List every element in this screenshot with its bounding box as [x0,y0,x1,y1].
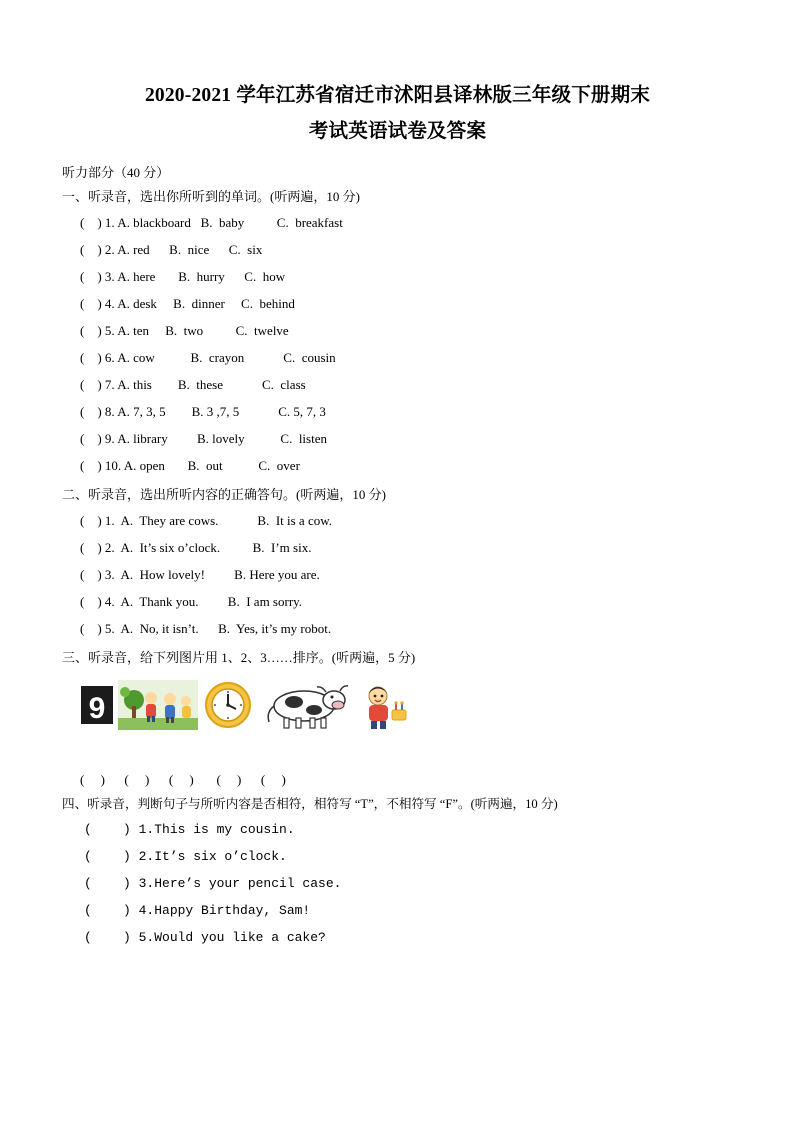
question-1-heading: 一、听录音，选出你所听到的单词。(听两遍，10 分) [62,189,360,204]
page-title-line-2: 考试英语试卷及答案 [308,121,487,142]
question-1-item: ( ) 5. A. ten B. two C. twelve [80,323,289,338]
cow-picture [258,680,350,730]
page-title [62,78,733,150]
question-2-item: ( ) 2. A. It’s six o’clock. B. I’m six. [80,540,312,555]
question-3-heading: 三、听录音，给下列图片用 1、2、3……排序。(听两遍，5 分) [62,650,416,665]
children-playing-picture [118,680,198,730]
birthday-boy-picture [354,680,412,730]
question-4-item: ( ) 4.Happy Birthday, Sam! [84,903,311,918]
question-1-item: ( ) 3. A. here B. hurry C. how [80,269,286,284]
listening-section-label: 听力部分（40 分） [62,165,170,180]
question-1-item: ( ) 1. A. blackboard B. baby C. breakfast [80,215,343,230]
page-title-line-1: 2020-2021 学年江苏省宿迁市沭阳县译林版三年级下册期末 [144,85,651,106]
question-3-answer-row[interactable]: ( ) ( ) ( ) ( ) ( ) [80,772,286,787]
question-1-item: ( ) 4. A. desk B. dinner C. behind [80,296,295,311]
question-1-item: ( ) 2. A. red B. nice C. six [80,242,263,257]
question-4-item: ( ) 5.Would you like a cake? [84,930,326,945]
question-2-item: ( ) 5. A. No, it isn’t. B. Yes, it’s my robot. [80,621,332,636]
clock-picture [202,680,254,730]
question-2-heading: 二、听录音，选出所听内容的正确答句。(听两遍，10 分) [62,487,386,502]
question-1-item: ( ) 7. A. this B. these C. class [80,377,306,392]
question-4-item: ( ) 1.This is my cousin. [84,822,295,837]
question-2-item: ( ) 4. A. Thank you. B. I am sorry. [80,594,303,609]
question-2-item: ( ) 3. A. How lovely! B. Here you are. [80,567,320,582]
question-1-item: ( ) 6. A. cow B. crayon C. cousin [80,350,336,365]
question-1-item: ( ) 10. A. open B. out C. over [80,458,300,473]
question-4-item: ( ) 2.It’s six o’clock. [84,849,287,864]
question-1-item: ( ) 9. A. library B. lovely C. listen [80,431,327,446]
question-4-item: ( ) 3.Here’s your pencil case. [84,876,342,891]
question-4-heading: 四、听录音，判断句子与所听内容是否相符，相符写 “T”，不相符写 “F”。(听两遍，10 分) [62,797,558,811]
question-3-picture-row [80,678,733,730]
number-nine-picture [80,680,114,730]
svg-text:9: 9 [88,692,106,725]
question-2-item: ( ) 1. A. They are cows. B. It is a cow. [80,513,333,528]
question-1-item: ( ) 8. A. 7, 3, 5 B. 3 ,7, 5 C. 5, 7, 3 [80,404,326,419]
